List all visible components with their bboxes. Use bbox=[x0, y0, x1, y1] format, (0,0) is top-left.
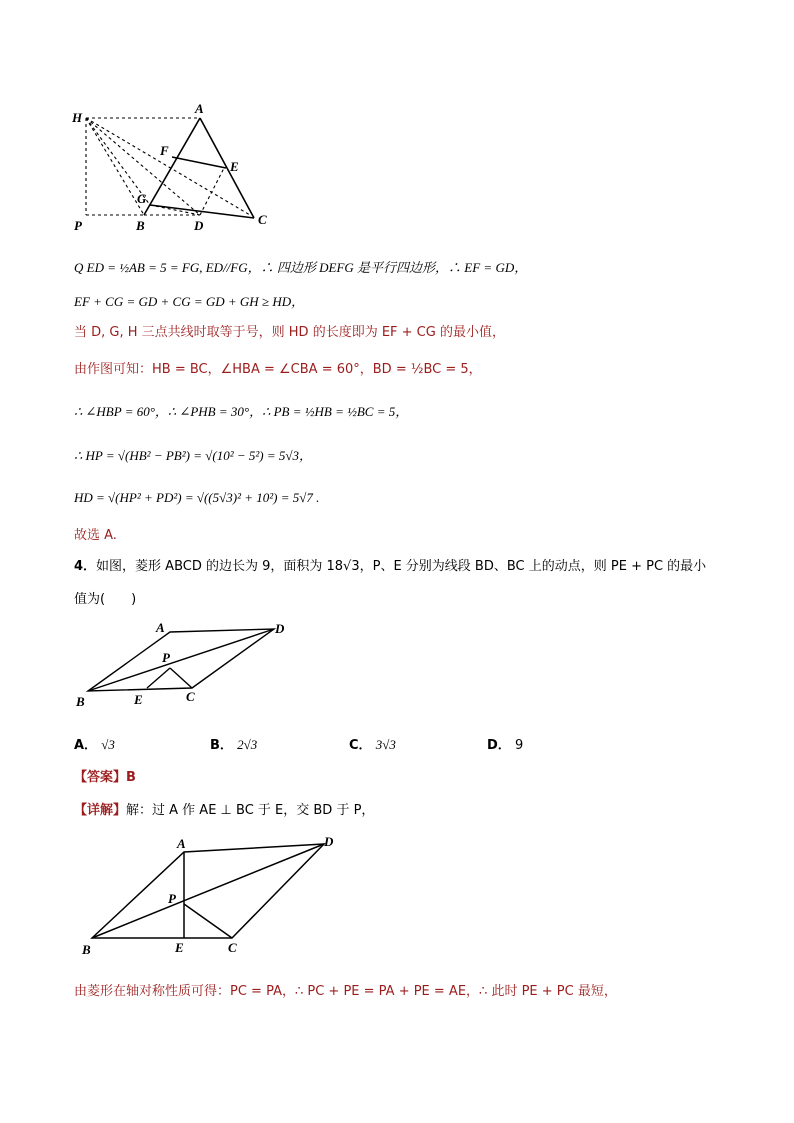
label-c: C bbox=[186, 689, 195, 704]
detail-tag: 【详解】 bbox=[74, 803, 127, 818]
label-c: C bbox=[228, 940, 237, 955]
option-a-value: √3 bbox=[101, 737, 115, 752]
diagonal-bd bbox=[92, 844, 324, 938]
label-d: D bbox=[194, 218, 204, 233]
diagonal-bd bbox=[88, 629, 274, 691]
solution-line-7: HD = √(HP² + PD²) = √((5√3)² + 10²) = 5√7 . bbox=[74, 490, 320, 505]
option-b[interactable] bbox=[210, 734, 257, 753]
label-p: P bbox=[74, 218, 82, 233]
label-e: E bbox=[230, 159, 239, 174]
label-g: G bbox=[137, 191, 147, 206]
solution-line-5: ∴ ∠HBP = 60°，∴ ∠PHB = 30°，∴ PB = ½HB = ½BC = 5， bbox=[74, 404, 409, 419]
label-p: P bbox=[168, 891, 176, 906]
option-c-value: 3√3 bbox=[375, 737, 396, 752]
label-e: E bbox=[175, 940, 184, 955]
figure-3 bbox=[74, 830, 354, 960]
question-number: 4． bbox=[74, 559, 97, 574]
label-b: B bbox=[82, 942, 91, 957]
answer-line bbox=[74, 768, 136, 788]
dashed-hb bbox=[86, 118, 144, 215]
segment-fe bbox=[172, 157, 226, 168]
label-e: E bbox=[134, 692, 143, 707]
option-a[interactable] bbox=[74, 734, 115, 753]
label-a: A bbox=[195, 101, 204, 116]
label-b: B bbox=[76, 694, 85, 709]
label-b: B bbox=[136, 218, 145, 233]
question-4-line-2: 值为( ) bbox=[74, 592, 137, 607]
figure-1 bbox=[60, 95, 290, 235]
solution-line-4: 由作图可知：HB = BC，∠HBA = ∠CBA = 60°，BD = ½BC = 5， bbox=[74, 362, 482, 377]
option-b-key: B． bbox=[210, 738, 233, 753]
label-a: A bbox=[156, 620, 165, 635]
segment-gc bbox=[150, 205, 254, 218]
segment-ep bbox=[147, 668, 170, 688]
label-d: D bbox=[324, 834, 334, 849]
label-p: P bbox=[162, 650, 170, 665]
segment-pc bbox=[170, 668, 192, 688]
question-text-a: 如图，菱形 ABCD 的边长为 9，面积为 18√3，P、E 分别为线段 BD、BC 上的动点，则 PE + PC 的最小 bbox=[96, 559, 707, 574]
label-d: D bbox=[275, 621, 285, 636]
label-a: A bbox=[177, 836, 186, 851]
solution-line-8: 故选 A. bbox=[74, 528, 117, 543]
label-f: F bbox=[160, 143, 169, 158]
label-h: H bbox=[72, 110, 83, 125]
answer-value: B bbox=[126, 770, 136, 785]
option-d-key: D． bbox=[487, 738, 511, 753]
detail-text: 解：过 A 作 AE ⊥ BC 于 E，交 BD 于 P， bbox=[126, 803, 375, 818]
option-a-key: A． bbox=[74, 738, 98, 753]
question-4-line-1 bbox=[74, 557, 706, 577]
option-d[interactable] bbox=[487, 734, 523, 753]
solution-line-1: Q ED = ½AB = 5 = FG, ED//FG，∴ 四边形 DEFG 是平行四边形，∴ EF = GD， bbox=[74, 260, 528, 275]
solution-line-6: ∴ HP = √(HB² − PB²) = √(10² − 5²) = 5√3， bbox=[74, 448, 312, 463]
solution-line-2: EF + CG = GD + CG = GD + GH ≥ HD， bbox=[74, 294, 305, 309]
figure-2 bbox=[70, 618, 300, 713]
option-b-value: 2√3 bbox=[237, 737, 258, 752]
detail-line bbox=[74, 801, 374, 821]
dashed-de bbox=[200, 168, 224, 215]
segment-pc bbox=[184, 904, 232, 938]
answer-tag: 【答案】 bbox=[74, 770, 127, 785]
side-ab bbox=[144, 118, 200, 215]
option-c[interactable] bbox=[349, 734, 396, 753]
option-c-key: C． bbox=[349, 738, 372, 753]
solution-last-line: 由菱形在轴对称性质可得：PC = PA，∴ PC + PE = PA + PE = AE，∴ 此时 PE + PC 最短， bbox=[74, 984, 617, 999]
solution-line-3: 当 D, G, H 三点共线时取等于号，则 HD 的长度即为 EF + CG 的最小值， bbox=[74, 325, 505, 340]
side-ac bbox=[200, 118, 254, 218]
option-d-value: 9 bbox=[514, 738, 524, 753]
label-c: C bbox=[258, 212, 267, 227]
